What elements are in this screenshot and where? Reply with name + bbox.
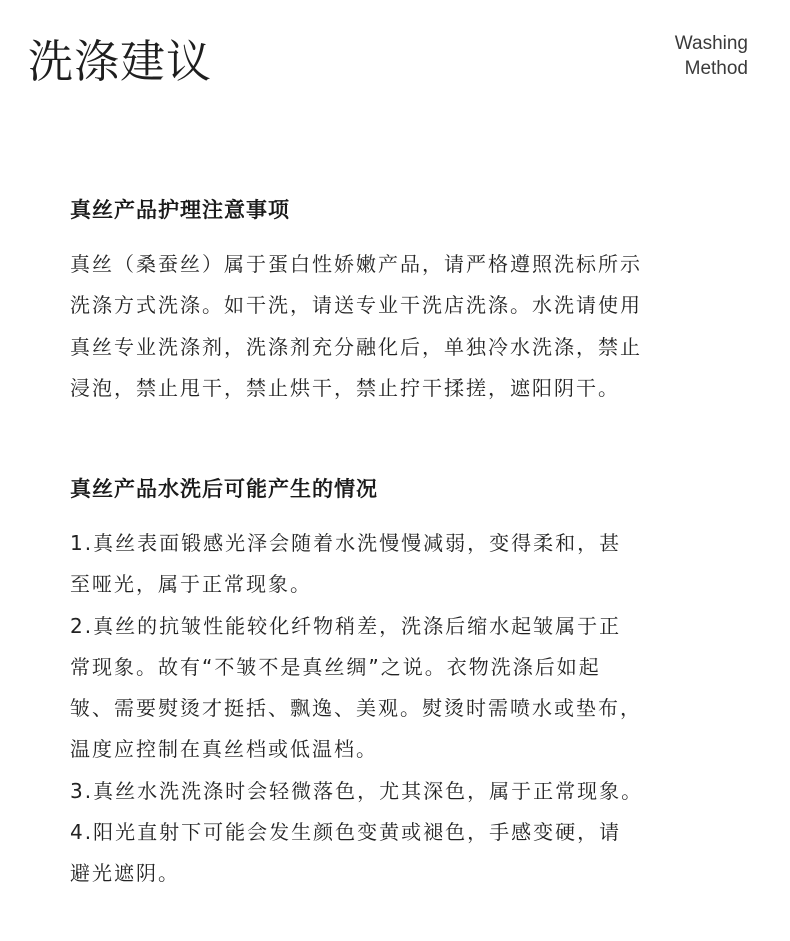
text-line: 2.真丝的抗皱性能较化纤物稍差，洗涤后缩水起皱属于正 — [70, 613, 622, 638]
after-wash-list — [70, 523, 643, 895]
section-heading-after-wash: 真丝产品水洗后可能产生的情况 — [70, 477, 378, 501]
text-line: 洗涤方式洗涤。如干洗，请送专业干洗店洗涤。水洗请使用 — [70, 293, 642, 318]
text-line: 4.阳光直射下可能会发生颜色变黄或褪色，手感变硬，请 — [70, 820, 622, 845]
subtitle-line-2: Method — [684, 58, 748, 79]
text-line: 真丝专业洗涤剂，洗涤剂充分融化后，单独冷水洗涤，禁止 — [70, 334, 642, 359]
text-line: 至哑光，属于正常现象。 — [70, 572, 312, 597]
text-line: 1.真丝表面锻感光泽会随着水洗慢慢减弱，变得柔和，甚 — [70, 531, 622, 555]
page-subtitle — [675, 31, 748, 81]
text-line: 常现象。故有“不皱不是真丝绸”之说。衣物洗涤后如起 — [70, 654, 601, 679]
text-line: 避光遮阴。 — [70, 861, 180, 886]
care-notes-paragraph — [70, 244, 642, 409]
text-line: 3.真丝水洗洗涤时会轻微落色，尤其深色，属于正常现象。 — [70, 778, 644, 803]
section-heading-care-notes: 真丝产品护理注意事项 — [70, 198, 290, 222]
text-line: 真丝（桑蚕丝）属于蛋白性娇嫩产品，请严格遵照洗标所示 — [70, 252, 642, 276]
text-line: 浸泡，禁止甩干，禁止烘干，禁止拧干揉搓，遮阳阴干。 — [70, 375, 620, 400]
subtitle-line-1: Washing — [674, 33, 748, 54]
text-line: 皱、需要熨烫才挺括、飘逸、美观。熨烫时需喷水或垫布， — [70, 696, 642, 721]
text-line: 温度应控制在真丝档或低温档。 — [70, 737, 378, 762]
page-title: 洗涤建议 — [28, 35, 213, 88]
